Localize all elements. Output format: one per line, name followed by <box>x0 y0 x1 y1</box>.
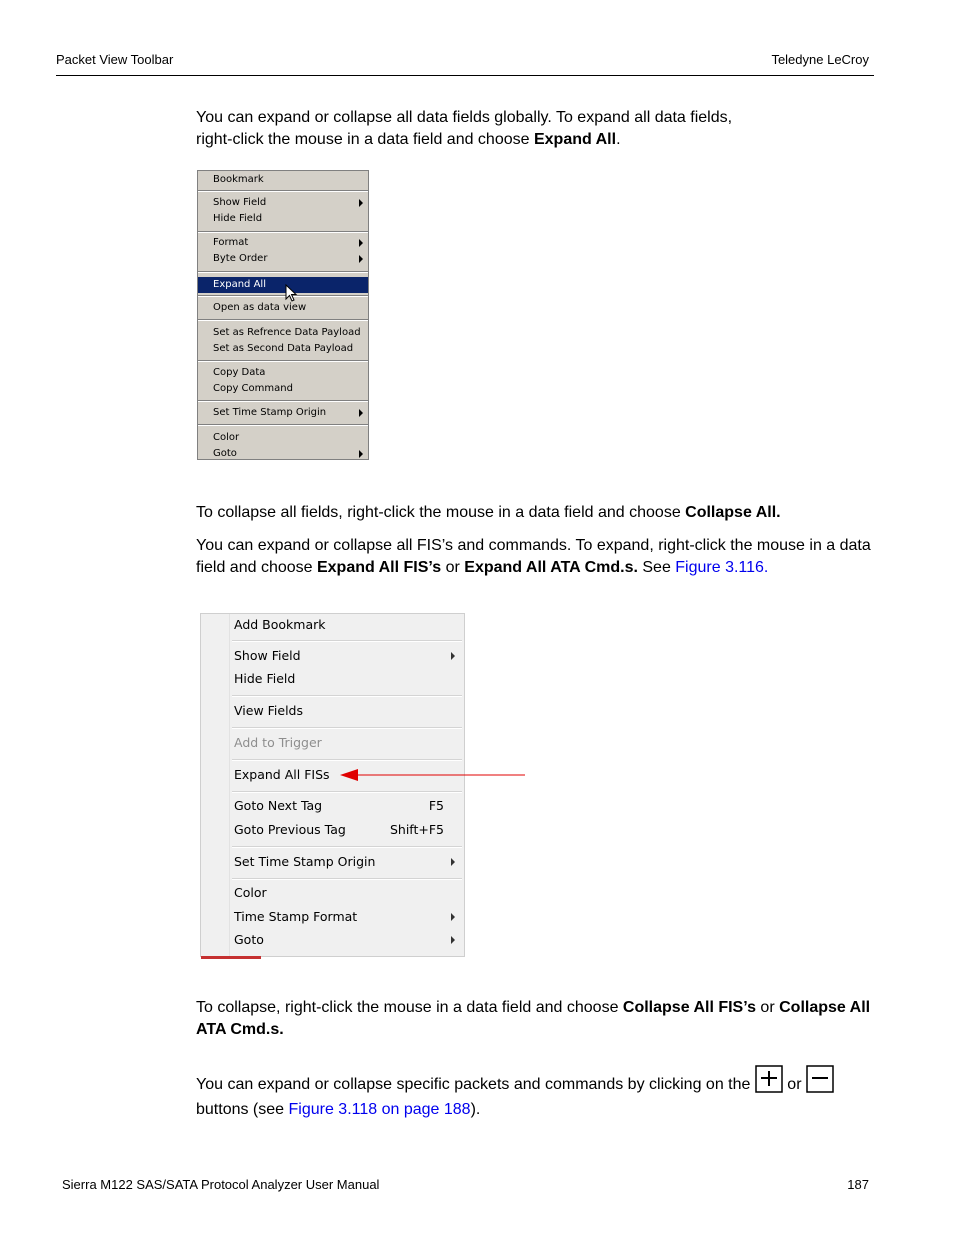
menu1-separator <box>198 295 368 297</box>
menu1-color[interactable] <box>198 430 368 446</box>
paragraph-expand-all <box>196 107 876 151</box>
menu2-hide-field-label: Hide Field <box>234 671 296 686</box>
menu2-separator <box>232 727 462 729</box>
menu2-expand-all-fiss-label: Expand All FISs <box>234 767 330 782</box>
menu2-set-time-stamp-origin[interactable] <box>234 851 459 873</box>
para2-bold: Collapse All. <box>685 504 781 521</box>
expand-plus-icon[interactable] <box>755 1065 783 1093</box>
menu2-separator <box>232 878 462 880</box>
menu1-set-ts-label: Set Time Stamp Origin <box>213 407 327 418</box>
menu1-open-as-data-view[interactable] <box>198 300 368 316</box>
menu2-color-label: Color <box>234 885 267 900</box>
menu1-hide-field-label: Hide Field <box>213 213 263 224</box>
menu1-separator <box>198 424 368 426</box>
paragraph-collapse-fis <box>196 997 876 1041</box>
menu1-open-label: Open as data view <box>213 302 307 313</box>
menu1-separator <box>198 271 368 273</box>
header-left: Packet View Toolbar <box>56 52 174 67</box>
para5-line2: buttons (see <box>196 1101 289 1118</box>
menu2-goto-label: Goto <box>234 932 264 947</box>
menu2-add-to-trigger <box>234 732 459 754</box>
para1-line1: You can expand or collapse all data fields globally. To expand all data fields, <box>196 109 733 126</box>
menu1-separator <box>198 190 368 192</box>
menu2-goto-next-tag[interactable] <box>234 795 459 817</box>
para4-mid: or <box>755 999 780 1016</box>
paragraph-expand-fis <box>196 535 876 579</box>
context-menu-2 <box>200 613 465 957</box>
menu1-set-second-payload[interactable] <box>198 341 368 357</box>
menu1-copy-data-label: Copy Data <box>213 367 266 378</box>
menu1-show-field-label: Show Field <box>213 197 267 208</box>
paragraph-collapse-all <box>196 502 876 524</box>
menu2-color[interactable] <box>234 882 459 904</box>
figure-page-link[interactable]: Figure 3.118 on page 188 <box>288 1101 471 1118</box>
menu2-add-bookmark-label: Add Bookmark <box>234 617 326 632</box>
menu2-separator <box>232 791 462 793</box>
para1-end: . <box>616 131 621 148</box>
menu2-goto[interactable] <box>234 929 459 951</box>
menu1-copy-command-label: Copy Command <box>213 383 293 394</box>
menu1-format[interactable] <box>198 235 368 251</box>
menu1-hide-field[interactable] <box>198 211 368 227</box>
footer-left: Sierra M122 SAS/SATA Protocol Analyzer User Manual <box>62 1177 380 1192</box>
submenu-arrow-icon <box>359 255 363 263</box>
para3-text: You can expand or collapse all FIS’s and commands. To expand, right-click the mouse in a data field and choose <box>196 537 871 576</box>
menu1-goto[interactable] <box>198 446 368 462</box>
submenu-arrow-icon <box>451 936 455 944</box>
menu2-goto-next-label: Goto Next Tag <box>234 798 323 813</box>
menu2-view-fields[interactable] <box>234 700 459 722</box>
mouse-cursor-icon <box>285 284 299 304</box>
menu2-add-bookmark[interactable] <box>234 614 459 636</box>
menu2-show-field[interactable] <box>234 645 459 667</box>
para3-mid: or <box>441 559 465 576</box>
menu2-goto-previous-tag[interactable] <box>234 819 459 841</box>
menu1-separator <box>198 231 368 233</box>
submenu-arrow-icon <box>451 652 455 660</box>
menu2-separator <box>232 846 462 848</box>
menu1-separator <box>198 400 368 402</box>
submenu-arrow-icon <box>451 913 455 921</box>
submenu-arrow-icon <box>359 450 363 458</box>
menu2-ts-format-label: Time Stamp Format <box>234 909 358 924</box>
menu2-time-stamp-format[interactable] <box>234 906 459 928</box>
menu1-expand-all-label: Expand All <box>213 279 266 290</box>
menu1-set-ref-payload[interactable] <box>198 325 368 341</box>
menu1-bookmark[interactable] <box>198 172 368 188</box>
menu1-goto-label: Goto <box>213 448 237 459</box>
page-number: 187 <box>847 1177 869 1192</box>
menu2-background-strip <box>201 956 261 959</box>
submenu-arrow-icon <box>451 858 455 866</box>
para4-bold1: Collapse All FIS’s <box>622 999 756 1016</box>
submenu-arrow-icon <box>359 239 363 247</box>
menu1-bookmark-label: Bookmark <box>213 174 264 185</box>
submenu-arrow-icon <box>359 199 363 207</box>
red-arrow-icon <box>340 765 526 785</box>
menu1-separator <box>198 360 368 362</box>
menu2-hide-field[interactable] <box>234 668 459 690</box>
menu1-set-ref-label: Set as Refrence Data Payload <box>213 327 361 338</box>
para3-bold1: Expand All FIS’s <box>316 559 442 576</box>
shortcut-label: F5 <box>428 798 444 813</box>
para2-text: To collapse all fields, right-click the mouse in a data field and choose <box>196 504 686 521</box>
menu1-set-time-stamp-origin[interactable] <box>198 405 368 421</box>
para1-bold: Expand All <box>533 131 617 148</box>
para3-post: See <box>637 559 676 576</box>
menu1-copy-data[interactable] <box>198 365 368 381</box>
para1-line2: right-click the mouse in a data field and choose <box>196 131 534 148</box>
menu2-goto-prev-label: Goto Previous Tag <box>234 822 346 837</box>
menu2-set-ts-label: Set Time Stamp Origin <box>234 854 376 869</box>
context-menu-1 <box>197 170 369 460</box>
menu1-set-second-label: Set as Second Data Payload <box>213 343 354 354</box>
shortcut-label: Shift+F5 <box>389 822 444 837</box>
para5-mid: or <box>782 1076 806 1094</box>
menu1-byte-order[interactable] <box>198 251 368 267</box>
figure-link[interactable]: Figure 3.116. <box>675 559 769 576</box>
menu2-separator <box>232 695 462 697</box>
submenu-arrow-icon <box>359 409 363 417</box>
menu1-separator <box>198 319 368 321</box>
menu1-byte-order-label: Byte Order <box>213 253 268 264</box>
para3-bold2: Expand All ATA Cmd.s. <box>464 559 638 576</box>
paragraph-specific-packets <box>196 1071 876 1121</box>
menu1-expand-all[interactable] <box>198 277 368 293</box>
para5-end: ). <box>470 1101 481 1118</box>
collapse-minus-icon[interactable] <box>806 1065 834 1093</box>
para4-bold2: Collapse All ATA Cmd.s. <box>196 999 871 1038</box>
menu1-color-label: Color <box>213 432 240 443</box>
menu1-show-field[interactable] <box>198 195 368 211</box>
menu2-show-field-label: Show Field <box>234 648 301 663</box>
header-rule <box>56 75 874 76</box>
menu2-separator <box>232 640 462 642</box>
menu2-icon-gutter <box>201 614 230 956</box>
menu2-add-to-trigger-label: Add to Trigger <box>234 735 322 750</box>
menu1-format-label: Format <box>213 237 249 248</box>
menu2-view-fields-label: View Fields <box>234 703 304 718</box>
header-right: Teledyne LeCroy <box>771 52 869 67</box>
menu1-copy-command[interactable] <box>198 381 368 397</box>
menu2-separator <box>232 759 462 761</box>
para5-text: You can expand or collapse specific packets and commands by clicking on the <box>196 1076 755 1094</box>
para4-text: To collapse, right-click the mouse in a data field and choose <box>196 999 623 1016</box>
